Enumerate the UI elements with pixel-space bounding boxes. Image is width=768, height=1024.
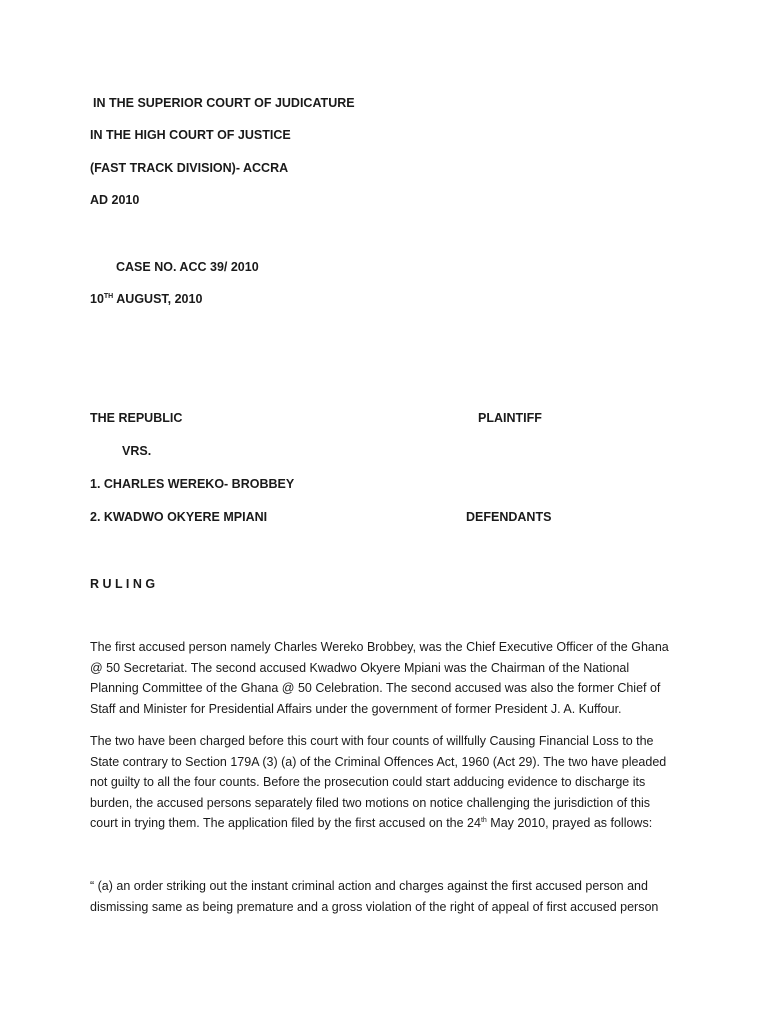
date-day: 10	[90, 292, 104, 306]
ordinal-suffix: th	[480, 816, 487, 824]
court-division: (FAST TRACK DIVISION)- ACCRA	[90, 161, 289, 175]
paragraph-line: dismissing same as being premature and a gross violation of the right of appeal of first accused person	[90, 899, 659, 914]
paragraph-line: The two have been charged before this court with four counts of willfully Causing Financial Loss to the	[90, 734, 654, 748]
ruling-date	[90, 291, 202, 307]
date-suffix: TH	[103, 292, 114, 300]
paragraph-line: @ 50 Secretariat. The second accused Kwadwo Okyere Mpiani was the Chairman of the National	[90, 660, 630, 675]
paragraph-1	[90, 637, 670, 719]
court-heading-line1: IN THE SUPERIOR COURT OF JUDICATURE	[93, 96, 355, 110]
defendants-role: DEFENDANTS	[466, 510, 552, 524]
ruling-title: R U L I N G	[90, 577, 156, 591]
court-heading-line2: IN THE HIGH COURT OF JUSTICE	[90, 128, 291, 142]
paragraph-2	[90, 731, 670, 834]
paragraph-line: not guilty to all the four counts. Before the prosecution could start adducing evidence to discharge its	[90, 775, 646, 789]
plaintiff-role: PLAINTIFF	[478, 411, 542, 425]
paragraph-line: Staff and Minister for Presidential Affairs under the government of former President J. A. Kuffour.	[90, 701, 622, 716]
paragraph-line: State contrary to Section 179A (3) (a) of the Criminal Offences Act, 1960 (Act 29). The two have pleaded	[90, 754, 667, 769]
defendant-1: 1. CHARLES WEREKO- BROBBEY	[90, 477, 295, 491]
paragraph-line: burden, the accused persons separately filed two motions on notice challenging the jurisdiction of this	[90, 795, 651, 810]
paragraph-text: court in trying them. The application filed by the first accused on the 24	[90, 816, 481, 830]
paragraph-line	[90, 813, 670, 834]
case-number: CASE NO. ACC 39/ 2010	[116, 260, 259, 274]
plaintiff-name: THE REPUBLIC	[90, 411, 183, 425]
paragraph-line: “ (a) an order striking out the instant criminal action and charges against the first accused person and	[90, 879, 648, 893]
court-year: AD 2010	[90, 193, 140, 207]
paragraph-line: The first accused person namely Charles Wereko Brobbey, was the Chief Executive Officer of the Ghana	[90, 640, 669, 654]
date-rest: AUGUST, 2010	[113, 292, 203, 306]
quoted-prayer	[90, 876, 670, 917]
defendant-2: 2. KWADWO OKYERE MPIANI	[90, 510, 268, 524]
paragraph-line: Planning Committee of the Ghana @ 50 Celebration. The second accused was also the former Chief of	[90, 681, 661, 695]
paragraph-text: May 2010, prayed as follows:	[486, 816, 653, 830]
versus-label: VRS.	[122, 444, 152, 458]
